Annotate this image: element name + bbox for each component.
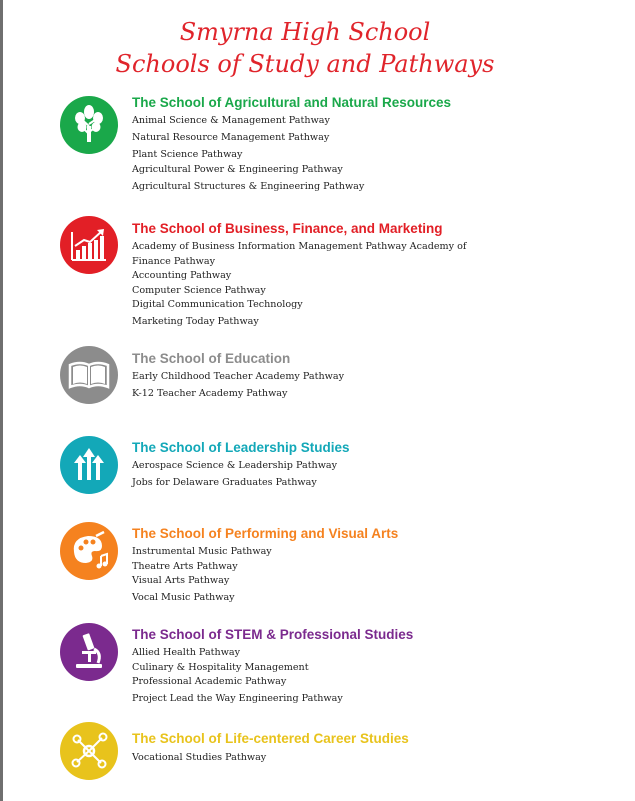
school-title: The School of Leadership Studies: [132, 440, 350, 455]
pathway-item: Agricultural Power & Engineering Pathway: [132, 163, 343, 175]
page-title-line2: Schools of Study and Pathways: [115, 50, 495, 78]
pathway-item: Theatre Arts Pathway: [132, 560, 238, 572]
pathway-list: [132, 240, 592, 330]
page-left-border: [0, 0, 3, 801]
pathway-item: Accounting Pathway: [132, 270, 232, 281]
pathway-item: Visual Arts Pathway: [132, 575, 230, 586]
pathway-item: Digital Communication Technology: [132, 299, 303, 310]
bar-chart-icon: [60, 216, 118, 274]
school-title: The School of Agricultural and Natural Resources: [132, 95, 452, 110]
network-icon: [60, 722, 118, 780]
pathway-item: Jobs for Delaware Graduates Pathway: [132, 477, 317, 488]
pathway-item: Aerospace Science & Leadership Pathway: [132, 460, 338, 471]
pathway-item: Marketing Today Pathway: [132, 316, 259, 327]
page-title: [0, 16, 610, 80]
page-title-line1: Smyrna High School: [179, 18, 431, 46]
pathway-item: Vocational Studies Pathway: [132, 751, 267, 763]
school-title: The School of Education: [132, 351, 291, 366]
open-book-icon: [60, 346, 118, 404]
tree-icon: [60, 96, 118, 154]
pathway-item: Early Childhood Teacher Academy Pathway: [132, 371, 345, 382]
pathway-item: Professional Academic Pathway: [132, 676, 287, 687]
pathway-item: Vocal Music Pathway: [132, 592, 235, 603]
school-title: The School of STEM & Professional Studies: [132, 627, 414, 642]
up-arrows-icon: [60, 436, 118, 494]
pathway-list: [132, 646, 592, 707]
pathway-item: Finance Pathway: [132, 255, 216, 267]
pathway-list: [132, 459, 592, 491]
pathway-list: [132, 545, 592, 606]
pathway-item: Allied Health Pathway: [132, 647, 241, 658]
pathway-item: Plant Science Pathway: [132, 149, 243, 160]
school-title: The School of Business, Finance, and Marketing: [132, 221, 443, 236]
pathway-item: Culinary & Hospitality Management: [132, 661, 309, 673]
pathway-item: Project Lead the Way Engineering Pathway: [132, 693, 343, 704]
school-title: The School of Life-centered Career Studies: [132, 731, 409, 746]
school-title: The School of Performing and Visual Arts: [132, 526, 399, 541]
pathway-list: [132, 751, 592, 766]
pathway-list: [132, 114, 592, 194]
palette-music-icon: [60, 522, 118, 580]
pathway-item: Instrumental Music Pathway: [132, 546, 272, 557]
pathway-list: [132, 370, 592, 402]
pathway-item: Natural Resource Management Pathway: [132, 132, 330, 143]
pathway-item: Agricultural Structures & Engineering Pathway: [132, 180, 365, 192]
microscope-icon: [60, 623, 118, 681]
pathway-item: Computer Science Pathway: [132, 284, 266, 296]
pathway-item: Animal Science & Management Pathway: [132, 115, 330, 126]
pathway-item: Academy of Business Information Management Pathway Academy of: [132, 241, 467, 252]
pathway-item: K-12 Teacher Academy Pathway: [132, 388, 288, 399]
